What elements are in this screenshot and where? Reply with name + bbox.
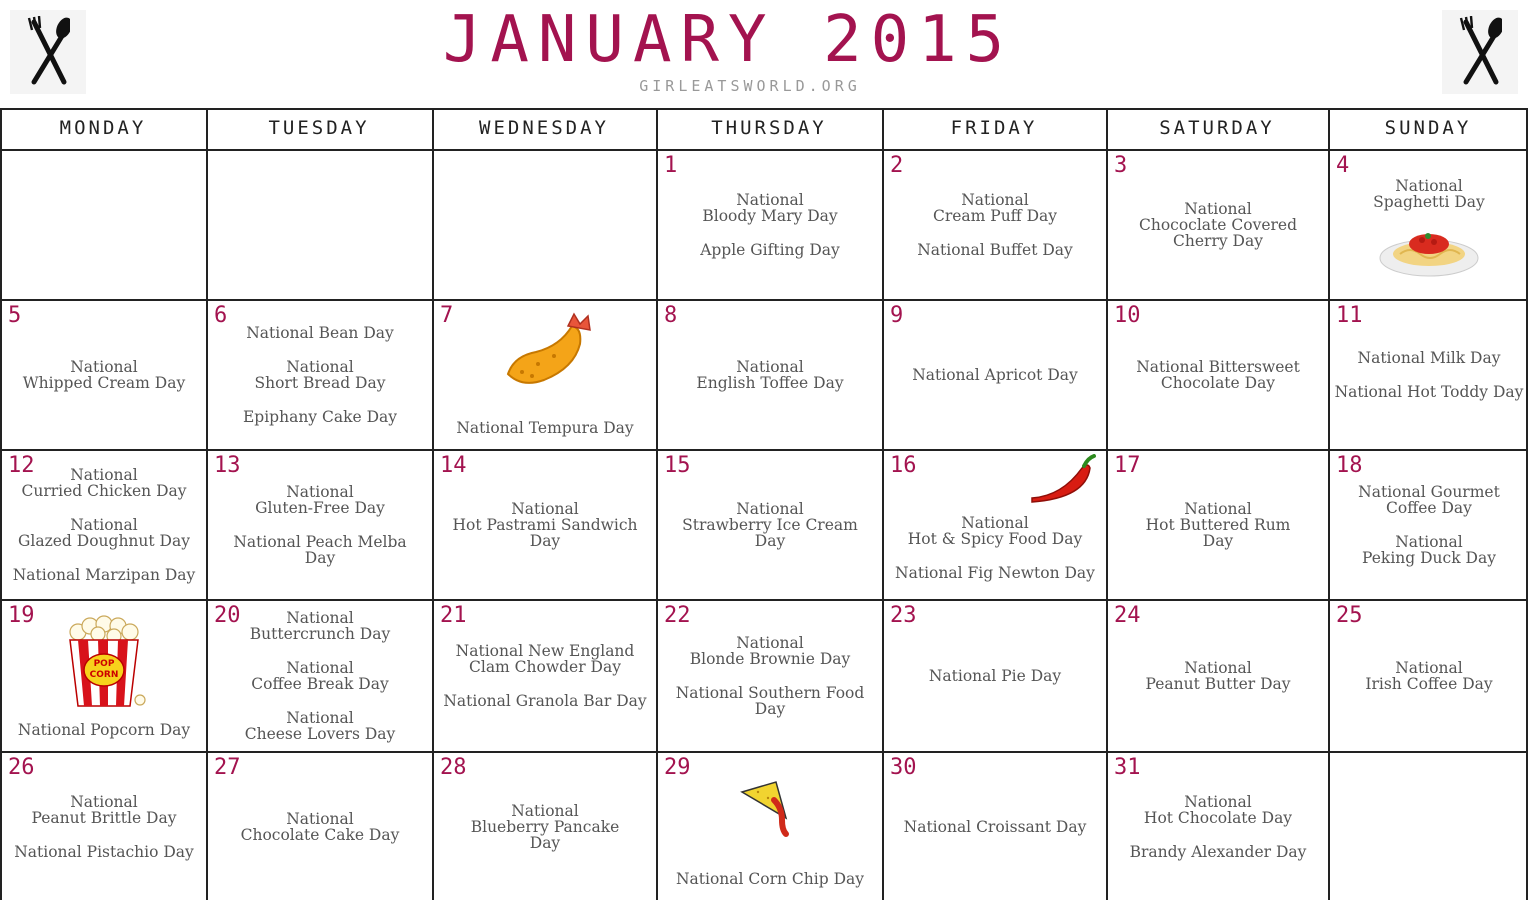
event-text: National Gluten-Free Day <box>255 483 385 517</box>
day-number: 13 <box>214 453 241 478</box>
event-text: National Cream Puff Day <box>932 191 1058 225</box>
spaghetti-plate-image <box>1378 218 1480 280</box>
grid-line-vertical <box>432 108 434 900</box>
event-list <box>1110 451 1326 599</box>
weekday-wednesday: WEDNESDAY <box>479 117 609 139</box>
event-text: National Buffet Day <box>917 241 1073 259</box>
grid-line-vertical <box>1328 108 1330 900</box>
event-list <box>1110 753 1326 900</box>
day-number: 26 <box>8 755 35 780</box>
grid-line-horizontal <box>0 751 1528 753</box>
day-cell <box>2 753 206 900</box>
day-number: 14 <box>440 453 467 478</box>
event-text: National Curried Chicken Day <box>21 466 187 500</box>
weekday-friday: FRIDAY <box>950 117 1038 139</box>
grid-line-horizontal <box>0 299 1528 301</box>
day-number: 1 <box>664 153 678 178</box>
day-number: 17 <box>1114 453 1141 478</box>
day-number: 24 <box>1114 603 1141 628</box>
day-number: 31 <box>1114 755 1141 780</box>
day-cell <box>434 601 656 751</box>
event-list <box>436 753 654 900</box>
day-number: 23 <box>890 603 917 628</box>
event-text: National Hot Buttered Rum Day <box>1145 500 1291 550</box>
event-text: National Buttercrunch Day <box>249 609 391 643</box>
day-cell <box>1330 601 1528 751</box>
fork-and-spoon-icon <box>1458 16 1502 88</box>
day-cell <box>1108 151 1328 299</box>
svg-text:CORN: CORN <box>89 670 119 680</box>
event-text: National Gourmet Coffee Day <box>1358 483 1500 517</box>
event-text: National Hot Pastrami Sandwich Day <box>452 500 638 550</box>
event-list <box>4 451 204 599</box>
event-list <box>1110 151 1326 299</box>
day-number: 5 <box>8 303 22 328</box>
site-subtitle: GIRLEATSWORLD.ORG <box>639 77 861 95</box>
event-text: National Hot Chocolate Day <box>1143 792 1293 827</box>
event-text: National Pie Day <box>928 667 1062 685</box>
day-number: 10 <box>1114 303 1141 328</box>
day-cell <box>1108 451 1328 599</box>
day-number: 6 <box>214 303 228 328</box>
weekday-thursday: THURSDAY <box>711 117 827 139</box>
event-text: National Peking Duck Day <box>1362 533 1496 567</box>
event-text: National Strawberry Ice Cream Day <box>682 500 858 550</box>
tempura-shrimp-image <box>502 312 594 392</box>
event-text: National Spaghetti Day <box>1373 177 1485 211</box>
day-cell <box>208 601 432 751</box>
event-list <box>1332 301 1526 449</box>
event-text: National Coffee Break Day <box>251 659 389 693</box>
event-list <box>1332 601 1526 751</box>
event-list <box>1110 601 1326 751</box>
weekday-sunday: SUNDAY <box>1384 117 1472 139</box>
event-list <box>1332 451 1526 599</box>
day-number: 8 <box>664 303 678 328</box>
event-text: National Pistachio Day <box>14 842 194 861</box>
event-list <box>210 451 430 599</box>
day-number: 20 <box>214 603 241 628</box>
grid-line-vertical <box>656 108 658 900</box>
day-number: 22 <box>664 603 691 628</box>
event-list <box>4 753 204 900</box>
grid-line-vertical <box>1106 108 1108 900</box>
weekday-tuesday: TUESDAY <box>268 117 370 139</box>
day-cell <box>658 301 882 449</box>
event-text: National Marzipan Day <box>12 566 196 584</box>
grid-line-vertical <box>206 108 208 900</box>
event-list <box>660 601 880 751</box>
day-number: 21 <box>440 603 467 628</box>
event-list <box>4 301 204 449</box>
event-text: National Hot & Spicy Food Day <box>907 514 1083 548</box>
event-text: National Tempura Day <box>456 419 634 437</box>
event-text: National Apricot Day <box>912 366 1078 384</box>
event-text: National English Toffee Day <box>696 358 844 392</box>
event-list <box>436 601 654 751</box>
event-text: National Short Bread Day <box>254 358 386 392</box>
grid-line-vertical <box>0 108 2 900</box>
event-text: National Bittersweet Chocolate Day <box>1136 358 1300 392</box>
event-list <box>660 451 880 599</box>
day-cell <box>884 753 1106 900</box>
event-text: Brandy Alexander Day <box>1129 842 1307 861</box>
weekday-monday: MONDAY <box>59 117 147 139</box>
day-number: 28 <box>440 755 467 780</box>
day-number: 4 <box>1336 153 1350 178</box>
event-list <box>660 301 880 449</box>
day-cell <box>1330 451 1528 599</box>
day-cell <box>658 601 882 751</box>
day-cell <box>2 451 206 599</box>
day-number: 2 <box>890 153 904 178</box>
event-list <box>436 451 654 599</box>
page-title: JANUARY 2015 <box>442 3 1014 77</box>
svg-text:POP: POP <box>93 659 115 669</box>
event-text: National Whipped Cream Day <box>22 358 186 392</box>
event-list <box>886 301 1104 449</box>
event-text: National Peanut Butter Day <box>1145 659 1291 693</box>
grid-line-vertical <box>882 108 884 900</box>
event-text: National Milk Day <box>1357 349 1501 367</box>
event-text: National Hot Toddy Day <box>1334 383 1524 401</box>
day-number: 25 <box>1336 603 1363 628</box>
day-number: 18 <box>1336 453 1363 478</box>
day-cell <box>658 451 882 599</box>
day-cell <box>1330 301 1528 449</box>
event-text: National Blonde Brownie Day <box>689 634 851 668</box>
event-list <box>886 151 1104 299</box>
event-text: National Peanut Brittle Day <box>31 792 177 827</box>
day-cell <box>208 451 432 599</box>
grid-line-horizontal <box>0 149 1528 151</box>
day-number: 29 <box>664 755 691 780</box>
day-number: 12 <box>8 453 35 478</box>
event-text: National Bean Day <box>246 324 394 342</box>
corn-chip-salsa-image <box>738 778 796 838</box>
grid-line-horizontal <box>0 449 1528 451</box>
event-text: National New England Clam Chowder Day <box>455 642 635 676</box>
day-cell <box>434 753 656 900</box>
logo-right <box>1442 10 1518 94</box>
event-list <box>886 753 1104 900</box>
day-cell <box>2 301 206 449</box>
day-number: 19 <box>8 603 35 628</box>
event-text: National Southern Food Day <box>675 684 865 718</box>
day-number: 3 <box>1114 153 1128 178</box>
event-text: National Fig Newton Day <box>895 564 1095 582</box>
day-cell <box>208 301 432 449</box>
event-list <box>210 601 430 751</box>
calendar-header <box>0 0 1528 108</box>
day-number: 27 <box>214 755 241 780</box>
event-list <box>1110 301 1326 449</box>
event-text: National Granola Bar Day <box>443 692 647 710</box>
event-text: Epiphany Cake Day <box>242 408 398 426</box>
day-number: 11 <box>1336 303 1363 328</box>
event-text: Apple Gifting Day <box>700 241 840 259</box>
chili-pepper-image <box>1028 454 1096 504</box>
event-text: National Chocolate Cake Day <box>240 809 400 844</box>
weekday-saturday: SATURDAY <box>1159 117 1275 139</box>
day-cell <box>1108 601 1328 751</box>
day-cell <box>658 151 882 299</box>
event-list <box>210 753 430 900</box>
event-text: National Bloody Mary Day <box>702 191 838 225</box>
event-text: National Cheese Lovers Day <box>244 709 396 743</box>
event-list <box>886 601 1104 751</box>
day-cell <box>884 601 1106 751</box>
day-number: 7 <box>440 303 454 328</box>
event-list <box>660 151 880 299</box>
day-cell <box>1108 753 1328 900</box>
day-number: 16 <box>890 453 917 478</box>
grid-line-horizontal <box>0 599 1528 601</box>
event-text: National Irish Coffee Day <box>1365 659 1493 693</box>
event-text: National Popcorn Day <box>17 721 191 739</box>
event-text: National Chococlate Covered Cherry Day <box>1138 200 1298 250</box>
event-text: National Corn Chip Day <box>675 870 864 888</box>
event-text: National Glazed Doughnut Day <box>18 516 190 550</box>
day-cell <box>434 451 656 599</box>
day-cell <box>884 301 1106 449</box>
event-text: National Croissant Day <box>903 817 1087 836</box>
day-cell <box>208 753 432 900</box>
popcorn-box-image <box>64 614 146 710</box>
day-number: 15 <box>664 453 691 478</box>
event-list <box>210 301 430 449</box>
event-text: National Blueberry Pancake Day <box>470 801 620 852</box>
day-number: 30 <box>890 755 917 780</box>
day-cell <box>884 151 1106 299</box>
day-cell <box>1108 301 1328 449</box>
day-number: 9 <box>890 303 904 328</box>
event-text: National Peach Melba Day <box>233 533 407 567</box>
